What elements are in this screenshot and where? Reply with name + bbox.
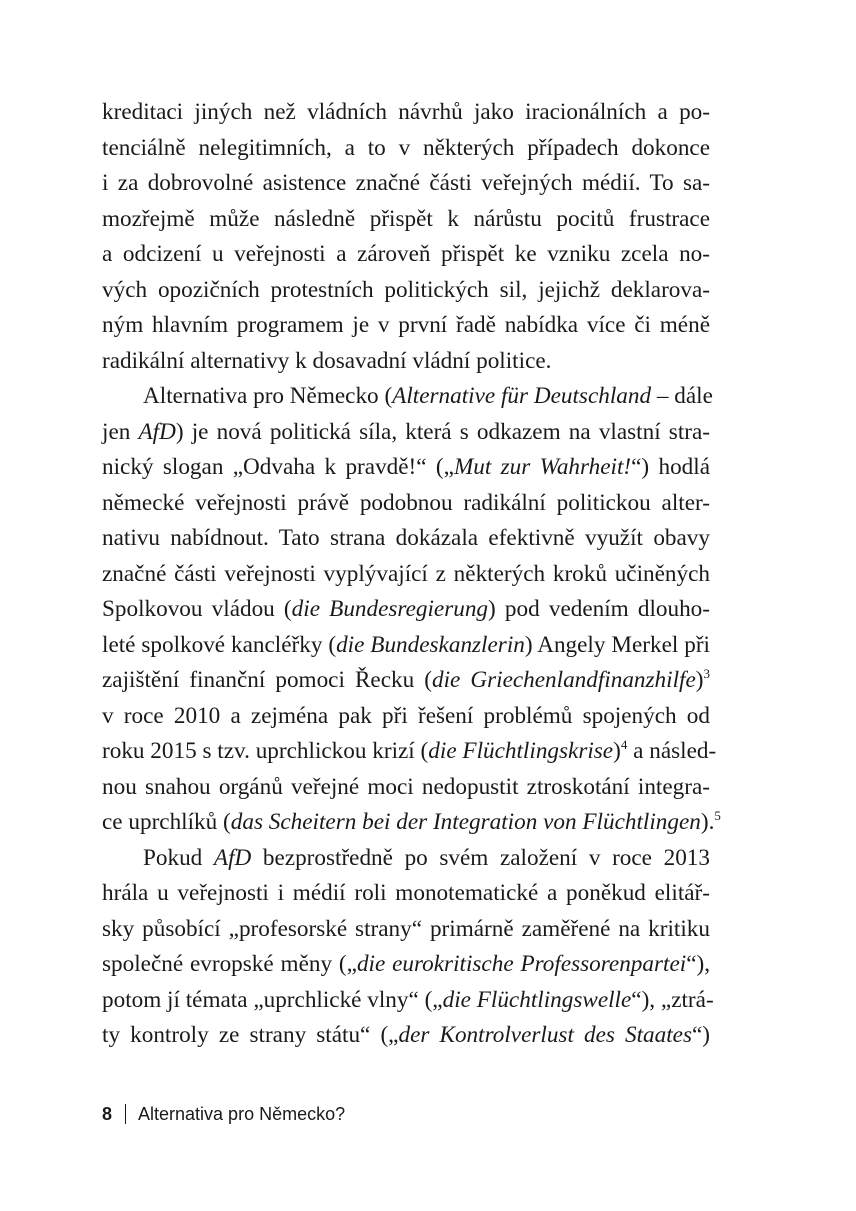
text-line: sky působící „profesorské strany“ primárně zaměřené na kritiku	[102, 915, 710, 942]
text-line: tenciálně nelegitimních, a to v některých případech dokonce	[102, 134, 710, 161]
text-line: hrála u veřejnosti i médií roli monotematické a poněkud elitář-	[102, 880, 710, 906]
page-footer	[102, 1104, 345, 1125]
text-line: nický slogan „Odvaha k pravdě!“ („Mut zur Wahrheit!“) hodlá	[102, 454, 710, 480]
text-line: i za dobrovolné asistence značné části veřejných médií. To sa-	[102, 170, 710, 196]
italic-term: der Kontrolverlust des Staates	[398, 1022, 692, 1048]
text-line: zajištění finanční pomoci Řecku (die Griechenlandfinanzhilfe)$^3$	[102, 666, 710, 693]
italic-term: Alternative für Deutschland	[392, 383, 652, 409]
text-line: kreditaci jiných než vládních návrhů jako iracionálních a po-	[102, 99, 710, 125]
text-line: potom jí témata „uprchlické vlny“ („die Flüchtlingswelle“), „ztrá-	[102, 986, 714, 1013]
page-number: 8	[102, 1104, 113, 1124]
text-line: roku 2015 s tzv. uprchlickou krizí (die Flüchtlingskrise)$^4$ a násled-	[102, 737, 717, 764]
running-title: Alternativa pro Německo?	[138, 1104, 346, 1124]
italic-term: die Bundeskanzlerin	[336, 631, 525, 658]
text-line: v roce 2010 a zejména pak při řešení problémů spojených od	[102, 702, 710, 729]
italic-term: das Scheitern bei der Integration von Flüchtlingen	[230, 809, 701, 835]
text-line: nativu nabídnout. Tato strana dokázala efektivně využít obavy	[102, 525, 710, 551]
italic-term: AfD	[138, 418, 176, 445]
text-line: Pokud AfD bezprostředně po svém založení v roce 2013	[143, 844, 710, 871]
text-line: značné části veřejnosti vyplývající z některých kroků učiněných	[102, 560, 710, 587]
italic-term: die Flüchtlingskrise	[428, 738, 614, 764]
paragraph-3	[102, 841, 714, 1054]
paragraph-2	[102, 379, 721, 841]
italic-term: die Griechenlandfinanzhilfe	[431, 667, 696, 693]
italic-term: die Bundesregierung	[291, 596, 489, 622]
text-line: ným hlavním programem je v první řadě nabídka více či méně	[102, 312, 710, 338]
text-line: Alternativa pro Německo (Alternative für Deutschland – dále	[143, 383, 713, 409]
text-line: ce uprchlíků (das Scheitern bei der Integration von Flüchtlingen).$^5$	[102, 808, 721, 835]
text-line: vých opozičních protestních politických sil, jejichž deklarova-	[102, 276, 710, 303]
footnote-ref: 5	[714, 808, 721, 823]
text-line: mozřejmě může následně přispět k nárůstu pocitů frustrace	[102, 205, 710, 232]
footnote-ref: 3	[703, 666, 710, 681]
text-line: a odcizení u veřejnosti a zároveň přispět ke vzniku zcela no-	[102, 241, 710, 267]
text-line: Spolkovou vládou (die Bundesregierung) pod vedením dlouho-	[102, 596, 710, 622]
body-text	[102, 95, 721, 1054]
paragraph-1	[102, 95, 710, 379]
text-line: leté spolkové kancléřky (die Bundeskanzlerin) Angely Merkel při	[102, 631, 710, 658]
text-line: nou snahou orgánů veřejné moci nedopustit ztroskotání integra-	[102, 773, 710, 800]
text-line: německé veřejnosti právě podobnou radikální politickou alter-	[102, 489, 710, 516]
italic-term: die Flüchtlingswelle	[442, 986, 632, 1013]
text-line: radikální alternativy k dosavadní vládní politice.	[102, 347, 552, 374]
text-line: společné evropské měny („die eurokritische Professorenpartei“),	[102, 951, 711, 977]
italic-term: AfD	[213, 844, 252, 871]
text-line: jen AfD) je nová politická síla, která s odkazem na vlastní stra-	[102, 418, 710, 445]
text-line: ty kontroly ze strany státu“ („der Kontrolverlust des Staates“)	[102, 1022, 710, 1048]
footnote-ref: 4	[620, 737, 628, 752]
italic-term: Mut zur Wahrheit!	[453, 454, 632, 480]
italic-term: die eurokritische Professorenpartei	[356, 951, 687, 977]
footer-divider	[125, 1104, 126, 1124]
